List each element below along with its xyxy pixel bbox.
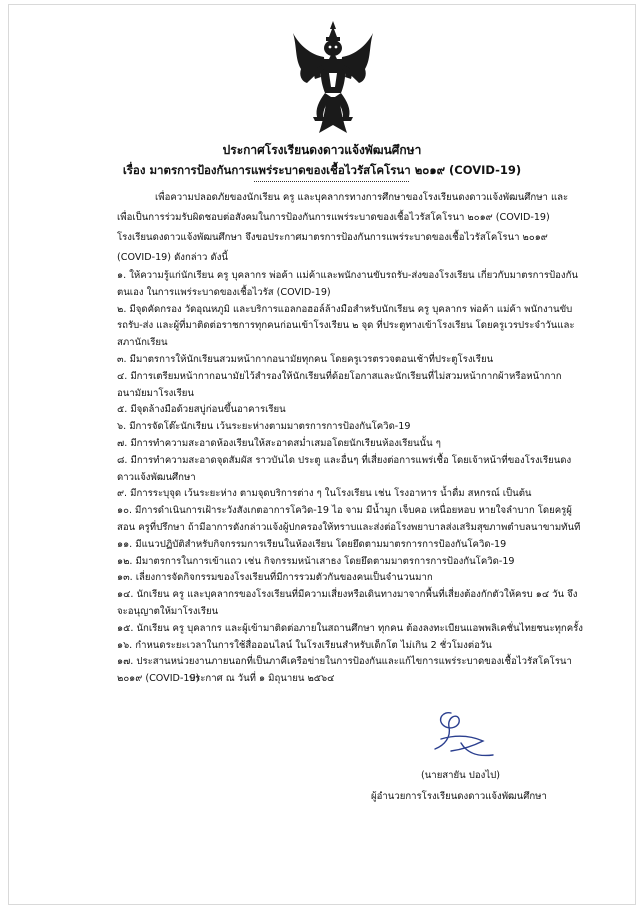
list-item: ๑๒. มีมาตรการในการเข้าแถว เช่น กิจกรรมหน้าเสาธง โดยยึดตามมาตรการการป้องกันโควิด-19	[117, 555, 515, 567]
list-item: ๔. มีการเตรียมหน้ากากอนามัยไว้สำรองให้นักเรียนที่ด้อยโอกาสและนักเรียนที่ไม่สวมหน้ากากผ้าหรือหน้ากากอนามัยมาโรงเรียน	[117, 370, 562, 399]
intro-paragraph: เพื่อความปลอดภัยของนักเรียน ครู และบุคลากรทางการศึกษาของโรงเรียนดงดาวแจ้งพัฒนศึกษา และเพื่อเป็นการร่วมรับผิดชอบต่อสังคมในการป้องกันการแพร่ระบาดของเชื้อไวรัสโคโรนา ๒๐๑๙ (COVID-19) โรงเรียนดงดาวแจ้งพัฒนศึกษา จึงขอประกาศมาตรการป้องกันการแพร่ระบาดของเชื้อไวรัสโคโรนา ๒๐๑๙ (COVID-19) ดังกล่าว ดังนี้	[117, 192, 569, 263]
list-item: ๑๑. มีแนวปฏิบัติสำหรับกิจกรรมการเรียนในห้องเรียน โดยยึดตามมาตรการการป้องกันโควิด-19	[117, 538, 507, 550]
list-item: ๑๓. เลี่ยงการจัดกิจกรรมของโรงเรียนที่มีการรวมตัวกันของคนเป็นจำนวนมาก	[117, 572, 433, 584]
document-page	[8, 4, 636, 905]
list-item: ๑๖. กำหนดระยะเวลาในการใช้สื่อออนไลน์ ในโรงเรียนสำหรับเด็กโต ไม่เกิน 2 ชั่วโมงต่อวัน	[117, 639, 492, 651]
list-item: ๓. มีมาตรการให้นักเรียนสวมหน้ากากอนามัยทุกคน โดยครูเวรตรวจตอนเช้าที่ประตูโรงเรียน	[117, 353, 494, 365]
list-item: ๖. มีการจัดโต๊ะนักเรียน เว้นระยะห่างตามมาตรการการป้องกันโควิด-19	[117, 421, 411, 433]
list-item: ๑๕. นักเรียน ครู บุคลากร และผู้เข้ามาติดต่อภายในสถานศึกษา ทุกคน ต้องลงทะเบียนแอพพลิเคชั่นไทยชนะทุกครั้ง	[117, 622, 583, 634]
list-item: ๙. มีการระบุจุด เว้นระยะห่าง ตามจุดบริการต่าง ๆ ในโรงเรียน เช่น โรงอาหาร น้ำดื่ม สหกรณ์ เป็นต้น	[117, 488, 532, 500]
list-item: ๑๗. ประสานหน่วยงานภายนอกที่เป็นภาคีเครือข่ายในการป้องกันและแก้ไขการแพร่ระบาดของเชื้อไวรัสโคโรนา ๒๐๑๙ (COVID-19)	[117, 656, 572, 685]
list-item: ๑๔. นักเรียน ครู และบุคลากรของโรงเรียนที่มีความเสี่ยงหรือเดินทางมาจากพื้นที่เสี่ยงต้องกักตัวให้ครบ ๑๔ วัน จึงจะอนุญาตให้มาโรงเรียน	[117, 589, 578, 617]
measures-list	[117, 268, 583, 688]
signer-name: (นายสายัน ปองไป)	[421, 770, 500, 781]
list-item: ๕. มีจุดล้างมือด้วยสบู่ก่อนขึ้นอาคารเรียน	[117, 404, 286, 416]
signature-icon	[421, 705, 501, 763]
document-title: ประกาศโรงเรียนดงดาวแจ้งพัฒนศึกษา	[222, 143, 422, 157]
list-item: ๒. มีจุดคัดกรอง วัดอุณหภูมิ และบริการแอลกอฮอล์ล้างมือสำหรับนักเรียน ครู บุคลากร พ่อค้า แม่ค้า พนักงานขับรถรับ-ส่ง และผู้ที่มาติดต่อราชการทุกคนก่อนเข้าโรงเรียน ๒ จุด ที่ประตูทางเข้าโรงเรียน โดยครูเวรประจำวันและสภานักเรียน	[117, 303, 575, 349]
list-item: ๑. ให้ความรู้แก่นักเรียน ครู บุคลากร พ่อค้า แม่ค้าและพนักงานขับรถรับ-ส่งของโรงเรียน เกี่ยวกับมาตรการป้องกันตนเอง ในการแพร่ระบาดของเชื้อไวรัส (COVID-19)	[117, 270, 578, 298]
list-item: ๘. มีการทำความสะอาดจุดสัมผัส ราวบันได ประตู และอื่นๆ ที่เสี่ยงต่อการแพร่เชื้อ โดยเจ้าหน้าที่ของโรงเรียนดงดาวแจ้งพัฒนศึกษา	[117, 454, 572, 483]
announcement-date: ประกาศ ณ วันที่ ๑ มิถุนายน ๒๕๖๔	[189, 673, 335, 684]
list-item: ๗. มีการทำความสะอาดห้องเรียนให้สะอาดสม่ำเสมอโดยนักเรียนห้องเรียนนั้น ๆ	[117, 437, 441, 449]
list-item: ๑๐. มีการดำเนินการเฝ้าระวังสังเกตอาการโควิด-19 ไอ จาม มีน้ำมูก เจ็บคอ เหนื่อยหอบ หายใจลำบาก โดยครูผู้สอน ครูที่ปรึกษา ถ้ามีอาการดังกล่าวแจ้งผู้ปกครองให้ทราบและส่งต่อโรงพยาบาลส่งเสริมสุขภาพตำบลนาขามทันที	[117, 505, 581, 533]
dotted-divider	[254, 181, 409, 182]
garuda-emblem-icon	[293, 21, 373, 133]
document-subtitle: เรื่อง มาตรการป้องกันการแพร่ระบาดของเชื้อไวรัสโคโรนา ๒๐๑๙ (COVID-19)	[122, 163, 522, 177]
signer-title: ผู้อำนวยการโรงเรียนดงดาวแจ้งพัฒนศึกษา	[371, 791, 547, 802]
